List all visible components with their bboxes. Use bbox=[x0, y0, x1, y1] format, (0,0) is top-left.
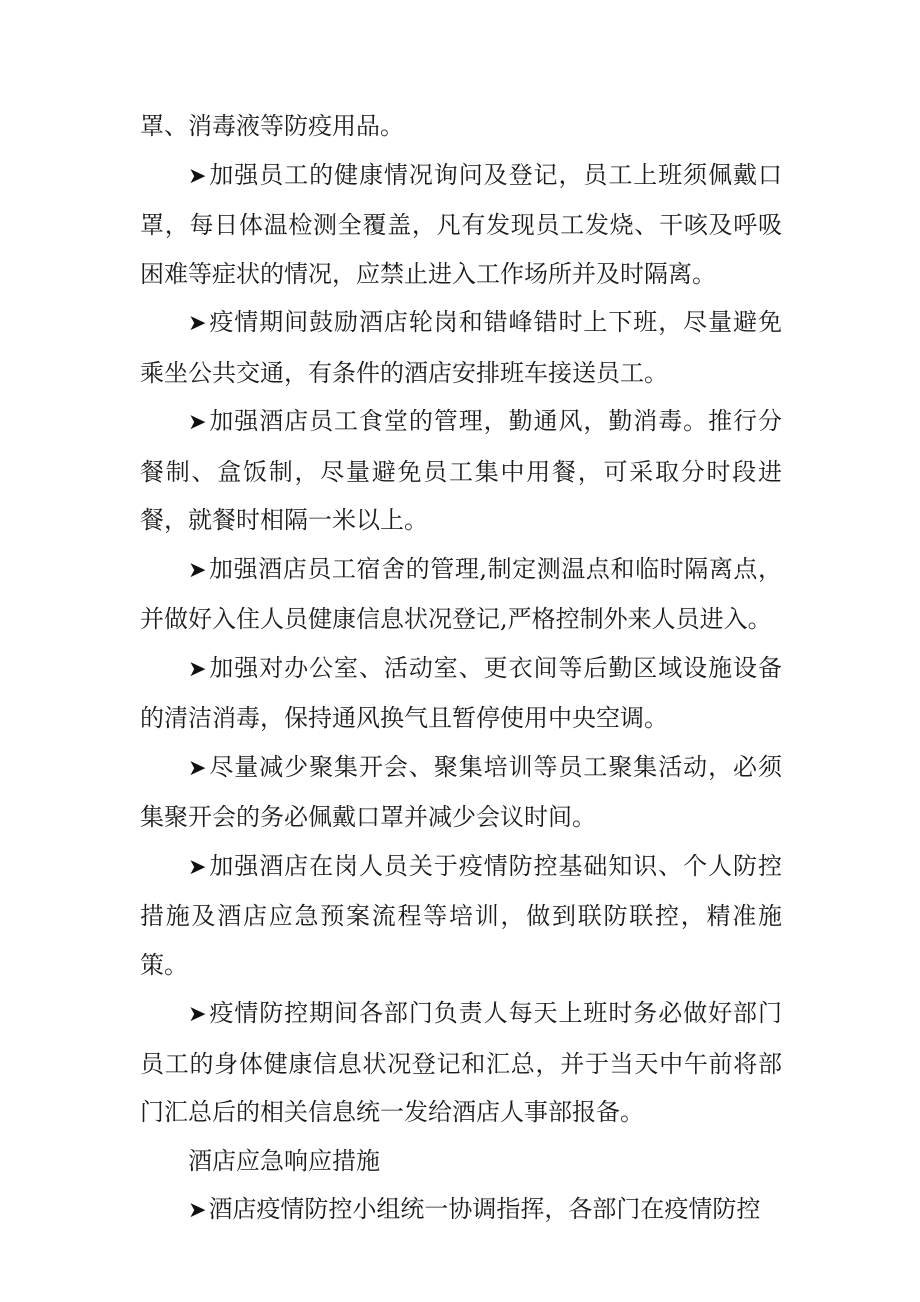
arrow-bullet-icon: ➤ bbox=[188, 755, 207, 781]
arrow-bullet-icon: ➤ bbox=[188, 656, 207, 682]
paragraph-text: 疫情防控期间各部门负责人每天上班时务必做好部门员工的身体健康信息状况登记和汇总，并于当天中午前将部门汇总后的相关信息统一发给酒店人事部报备。 bbox=[140, 999, 782, 1126]
paragraph-text: 加强酒店在岗人员关于疫情防控基础知识、个人防控措施及酒店应急预案流程等培训，做到联防联控，精准施策。 bbox=[140, 851, 782, 979]
arrow-bullet-icon: ➤ bbox=[188, 311, 207, 336]
paragraph-11 bbox=[140, 1185, 782, 1236]
paragraph-4 bbox=[140, 397, 782, 545]
paragraph-7 bbox=[140, 743, 782, 842]
paragraph-text: 尽量减少聚集开会、聚集培训等员工聚集活动，必须集聚开会的务必佩戴口罩并减少会议时间。 bbox=[140, 752, 782, 831]
arrow-bullet-icon: ➤ bbox=[188, 854, 207, 880]
paragraph-text: 罩、消毒液等防疫用品。 bbox=[140, 112, 404, 140]
arrow-bullet-icon: ➤ bbox=[188, 1002, 207, 1027]
paragraph-text: 加强对办公室、活动室、更衣间等后勤区域设施设备的清洁消毒，保持通风换气且暂停使用中央空调。 bbox=[140, 653, 782, 732]
section-heading bbox=[140, 1137, 782, 1186]
arrow-bullet-icon: ➤ bbox=[188, 410, 207, 435]
arrow-bullet-icon: ➤ bbox=[188, 1198, 207, 1223]
arrow-bullet-icon: ➤ bbox=[188, 163, 207, 189]
paragraph-text: 加强酒店员工宿舍的管理,制定测温点和临时隔离点，并做好入住人员健康信息状况登记,严格控制外来人员进入。 bbox=[140, 554, 782, 633]
paragraph-5 bbox=[140, 545, 782, 644]
paragraph-1 bbox=[140, 102, 782, 151]
paragraph-9 bbox=[140, 989, 782, 1137]
arrow-bullet-icon: ➤ bbox=[188, 557, 207, 583]
paragraph-2 bbox=[140, 151, 782, 299]
paragraph-6 bbox=[140, 644, 782, 743]
paragraph-text: 加强酒店员工食堂的管理，勤通风，勤消毒。推行分餐制、盒饭制，尽量避免员工集中用餐，可采取分时段进餐，就餐时相隔一米以上。 bbox=[140, 407, 782, 534]
paragraph-text: 疫情期间鼓励酒店轮岗和错峰错时上下班，尽量避免乘坐公共交通，有条件的酒店安排班车接送员工。 bbox=[140, 308, 782, 387]
paragraph-text: 酒店应急响应措施 bbox=[188, 1146, 380, 1175]
paragraph-text: 酒店疫情防控小组统一协调指挥，各部门在疫情防控 bbox=[208, 1195, 761, 1223]
paragraph-8 bbox=[140, 842, 782, 990]
paragraph-text: 加强员工的健康情况询问及登记，员工上班须佩戴口罩，每日体温检测全覆盖，凡有发现员工发烧、干咳及呼吸困难等症状的情况，应禁止进入工作场所并及时隔离。 bbox=[140, 160, 782, 288]
paragraph-3 bbox=[140, 298, 782, 397]
document-body bbox=[140, 102, 782, 1236]
